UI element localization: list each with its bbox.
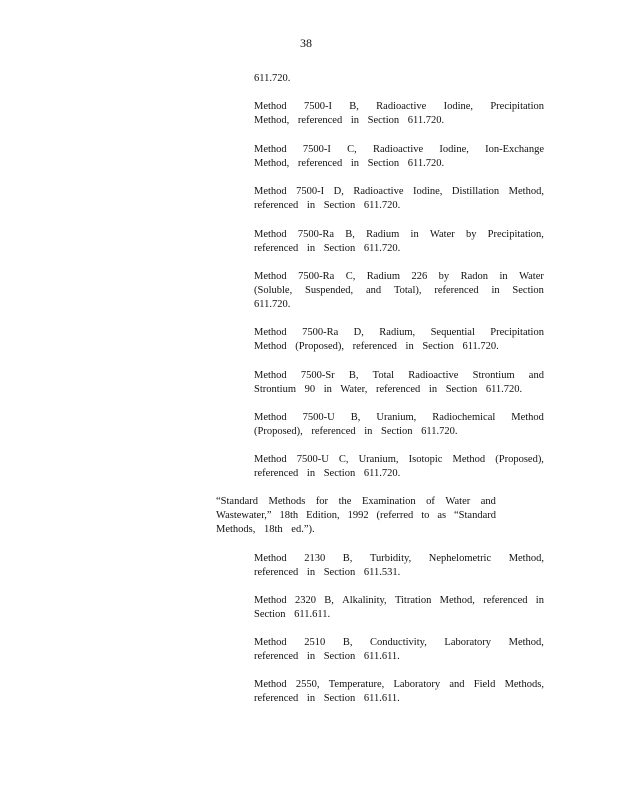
text-line: Method 7500-I B, Radioactive Iodine, Precipitation	[254, 101, 544, 112]
reference-entry	[254, 594, 544, 622]
text-line: Method 2550, Temperature, Laboratory and Field Methods,	[254, 679, 544, 690]
text-line: referenced in Section 611.611.	[254, 693, 400, 704]
reference-entry	[254, 453, 544, 481]
text-line: 611.720.	[254, 299, 291, 310]
reference-entry	[254, 270, 544, 312]
reference-entry	[254, 411, 544, 439]
text-line: referenced in Section 611.531.	[254, 567, 401, 578]
text-line: Method 7500-I C, Radioactive Iodine, Ion-Exchange	[254, 144, 544, 155]
text-line: Methods, 18th ed.”).	[216, 524, 315, 535]
text-line: Method 2510 B, Conductivity, Laboratory Method,	[254, 637, 544, 648]
text-line: Method, referenced in Section 611.720.	[254, 158, 445, 169]
text-line: Method 7500-I D, Radioactive Iodine, Distillation Method,	[254, 186, 544, 197]
reference-entry	[254, 369, 544, 397]
page-number: 38	[300, 36, 312, 50]
reference-entry	[254, 552, 544, 580]
reference-entry	[254, 72, 544, 86]
text-line: Method 7500-U C, Uranium, Isotopic Method (Proposed),	[254, 454, 544, 465]
text-line: referenced in Section 611.720.	[254, 468, 401, 479]
reference-entry	[254, 326, 544, 354]
text-line: Method 7500-Ra C, Radium 226 by Radon in Water	[254, 271, 544, 282]
text-line: Method 2130 B, Turbidity, Nephelometric Method,	[254, 553, 544, 564]
text-line: referenced in Section 611.720.	[254, 200, 401, 211]
text-line: Section 611.611.	[254, 609, 331, 620]
reference-entry	[254, 185, 544, 213]
text-line: referenced in Section 611.611.	[254, 651, 400, 662]
text-line: Method (Proposed), referenced in Section 611.720.	[254, 341, 499, 352]
text-line: Method 7500-Sr B, Total Radioactive Strontium and	[254, 370, 544, 381]
reference-entry	[254, 143, 544, 171]
reference-entry	[254, 636, 544, 664]
text-line: (Proposed), referenced in Section 611.720.	[254, 426, 458, 437]
reference-entry	[254, 678, 544, 706]
text-line: referenced in Section 611.720.	[254, 243, 401, 254]
reference-entry	[254, 228, 544, 256]
text-line: Method, referenced in Section 611.720.	[254, 115, 445, 126]
text-line: “Standard Methods for the Examination of Water and	[216, 496, 496, 507]
text-line: Wastewater,” 18th Edition, 1992 (referred to as “Standard	[216, 510, 496, 521]
text-line: (Soluble, Suspended, and Total), referenced in Section	[254, 285, 544, 296]
text-line: Method 7500-Ra D, Radium, Sequential Precipitation	[254, 327, 544, 338]
text-line: Strontium 90 in Water, referenced in Section 611.720.	[254, 384, 523, 395]
text-line: Method 7500-Ra B, Radium in Water by Precipitation,	[254, 229, 544, 240]
reference-heading	[216, 495, 496, 537]
reference-entry	[254, 100, 544, 128]
text-line: Method 7500-U B, Uranium, Radiochemical Method	[254, 412, 544, 423]
text-line: Method 2320 B, Alkalinity, Titration Method, referenced in	[254, 595, 544, 606]
text-line: 611.720.	[254, 73, 291, 84]
